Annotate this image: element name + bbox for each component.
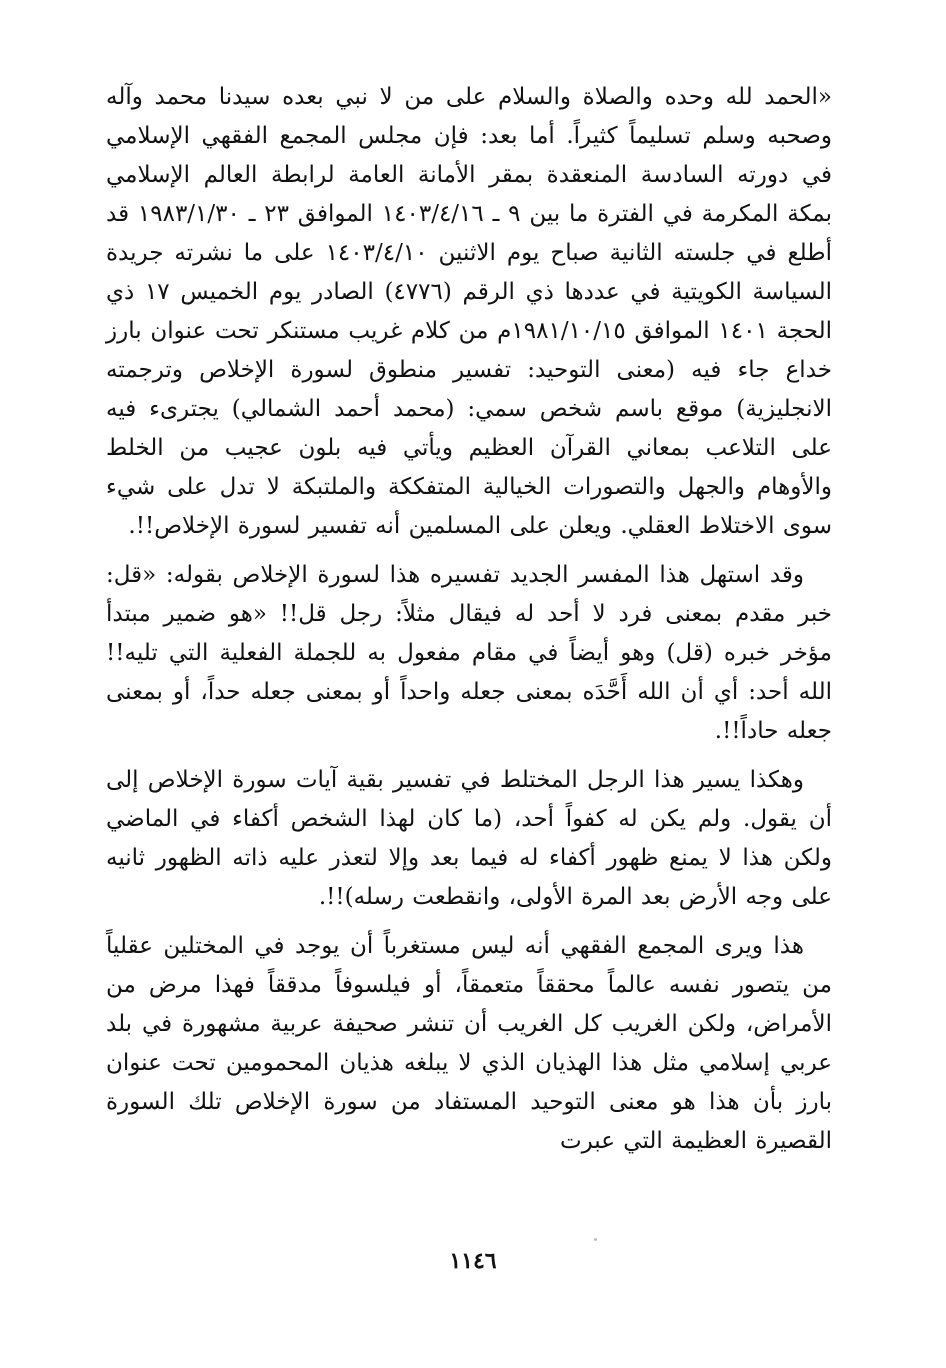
paragraph-interpretation-quote: وقد استهل هذا المفسر الجديد تفسيره هذا لسورة الإخلاص بقوله: «قل: خبر مقدم بمعنى فرد لا أحد له فيقال مثلاً: رجل قل!! «هو ضمير مبتدأ مؤخر خبره (قل) وهو أيضاً في مقام مفعول به للجملة الفعلية التي تليه!! الله أحد: أي أن الله أَحَّدَه بمعنى جعله واحداً أو بمعنى جعله حداً، أو بمعنى جعله حاداً!!.: [106, 562, 832, 744]
paragraph-decision-intro: «الحمد لله وحده والصلاة والسلام على من لا نبي بعده سيدنا محمد وآله وصحبه وسلم تسليماً كثيراً. أما بعد: فإن مجلس المجمع الفقهي الإسلامي في دورته السادسة المنعقدة بمقر الأمانة العامة لرابطة العالم الإسلامي بمكة المكرمة في الفترة ما بين ٩ ـ ١٤٠٣/٤/١٦ الموافق ٢٣ ـ ١٩٨٣/١/٣٠ قد أطلع في جلسته الثانية صباح يوم الاثنين ١٤٠٣/٤/١٠ على ما نشرته جريدة السياسة الكويتية في عددها ذي الرقم (٤٧٧٦) الصادر يوم الخميس ١٧ ذي الحجة ١٤٠١ الموافق ١٩٨١/١٠/١٥م من كلام غريب مستنكر تحت عنوان بارز خداع جاء فيه (معنى التوحيد: تفسير منطوق لسورة الإخلاص وترجمته الانجليزية) موقع باسم شخص سمي: (محمد أحمد الشمالي) يجترىء فيه على التلاعب بمعاني القرآن العظيم ويأتي فيه بلون عجيب من الخلط والأوهام والجهل والتصورات الخيالية المتفككة والملتبكة لا تدل على شيء سوى الاختلاط العقلي. ويعلن على المسلمين أنه تفسير لسورة الإخلاص!!.: [106, 84, 833, 539]
paragraph-continuation: وهكذا يسير هذا الرجل المختلط في تفسير بقية آيات سورة الإخلاص إلى أن يقول. ولم يكن له كفواً أحد، (ما كان لهذا الشخص أكفاء في الماضي ولكن هذا لا يمنع ظهور أكفاء له فيما بعد وإلا لتعذر عليه ذاته الظهور ثانيه على وجه الأرض بعد المرة الأولى، وانقطعت رسله)!!.: [106, 767, 832, 910]
speck-mark: [594, 1238, 597, 1241]
paragraph-council-view: هذا ويرى المجمع الفقهي أنه ليس مستغرباً أن يوجد في المختلين عقلياً من يتصور نفسه عالماً محققاً متعمقاً، أو فيلسوفاً مدققاً فهذا مرض من الأمراض، ولكن الغريب كل الغريب أن تنشر صحيفة عربية مشهورة في بلد عربي إسلامي مثل هذا الهذيان الذي لا يبلغه هذيان المحمومين تحت عنوان بارز بأن هذا هو معنى التوحيد المستفاد من سورة الإخلاص تلك السورة القصيرة العظيمة التي عبرت: [106, 933, 832, 1154]
page-number: ١١٤٦: [449, 1248, 497, 1274]
page-body: [106, 78, 832, 1161]
